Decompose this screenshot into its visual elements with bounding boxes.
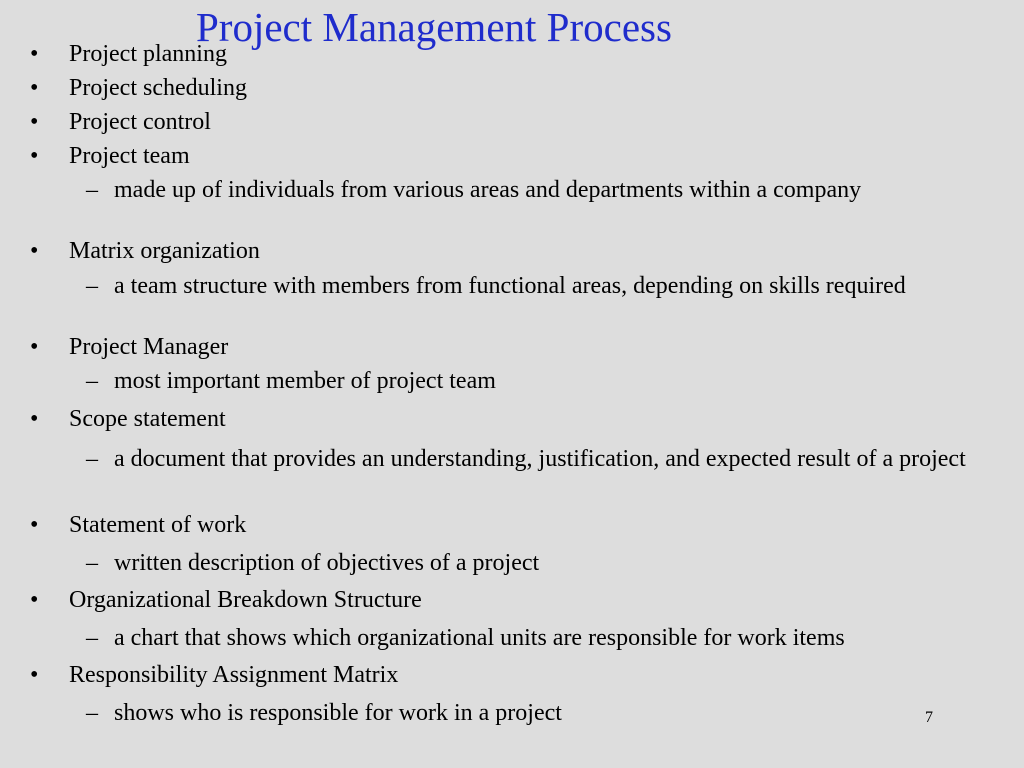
sub-bullet-marker: – [86, 625, 98, 651]
bullet-text: Project planning [69, 41, 227, 67]
sub-bullet-marker: – [86, 177, 98, 203]
bullet-text: Matrix organization [69, 238, 260, 264]
slide-title: Project Management Process [196, 4, 672, 50]
bullet-marker: • [30, 334, 39, 360]
sub-bullet-marker: – [86, 550, 98, 576]
sub-bullet-text: a team structure with members from functional areas, depending on skills required [114, 273, 906, 299]
bullet-marker: • [30, 662, 39, 688]
bullet-marker: • [30, 41, 39, 67]
bullet-marker: • [30, 587, 39, 613]
bullet-marker: • [30, 75, 39, 101]
bullet-marker: • [30, 109, 39, 135]
bullet-text: Project scheduling [69, 75, 247, 101]
sub-bullet-text: a document that provides an understanding, justification, and expected result of a project [114, 446, 966, 472]
bullet-marker: • [30, 143, 39, 169]
bullet-marker: • [30, 512, 39, 538]
bullet-text: Project team [69, 143, 190, 169]
sub-bullet-text: a chart that shows which organizational units are responsible for work items [114, 625, 845, 651]
sub-bullet-text: most important member of project team [114, 368, 496, 394]
bullet-text: Statement of work [69, 512, 247, 538]
sub-bullet-text: written description of objectives of a project [114, 550, 540, 576]
sub-bullet-marker: – [86, 368, 98, 394]
bullet-text: Scope statement [69, 406, 226, 432]
slide-number: 7 [925, 709, 933, 726]
sub-bullet-text: shows who is responsible for work in a project [114, 700, 562, 726]
bullet-text: Project control [69, 109, 211, 135]
sub-bullet-text: made up of individuals from various areas and departments within a company [114, 177, 862, 203]
sub-bullet-marker: – [86, 446, 98, 472]
sub-bullet-marker: – [86, 700, 98, 726]
bullet-text: Responsibility Assignment Matrix [69, 662, 399, 688]
bullet-text: Project Manager [69, 334, 229, 360]
sub-bullet-marker: – [86, 273, 98, 299]
bullet-marker: • [30, 238, 39, 264]
bullet-text: Organizational Breakdown Structure [69, 587, 422, 613]
bullet-marker: • [30, 406, 39, 432]
